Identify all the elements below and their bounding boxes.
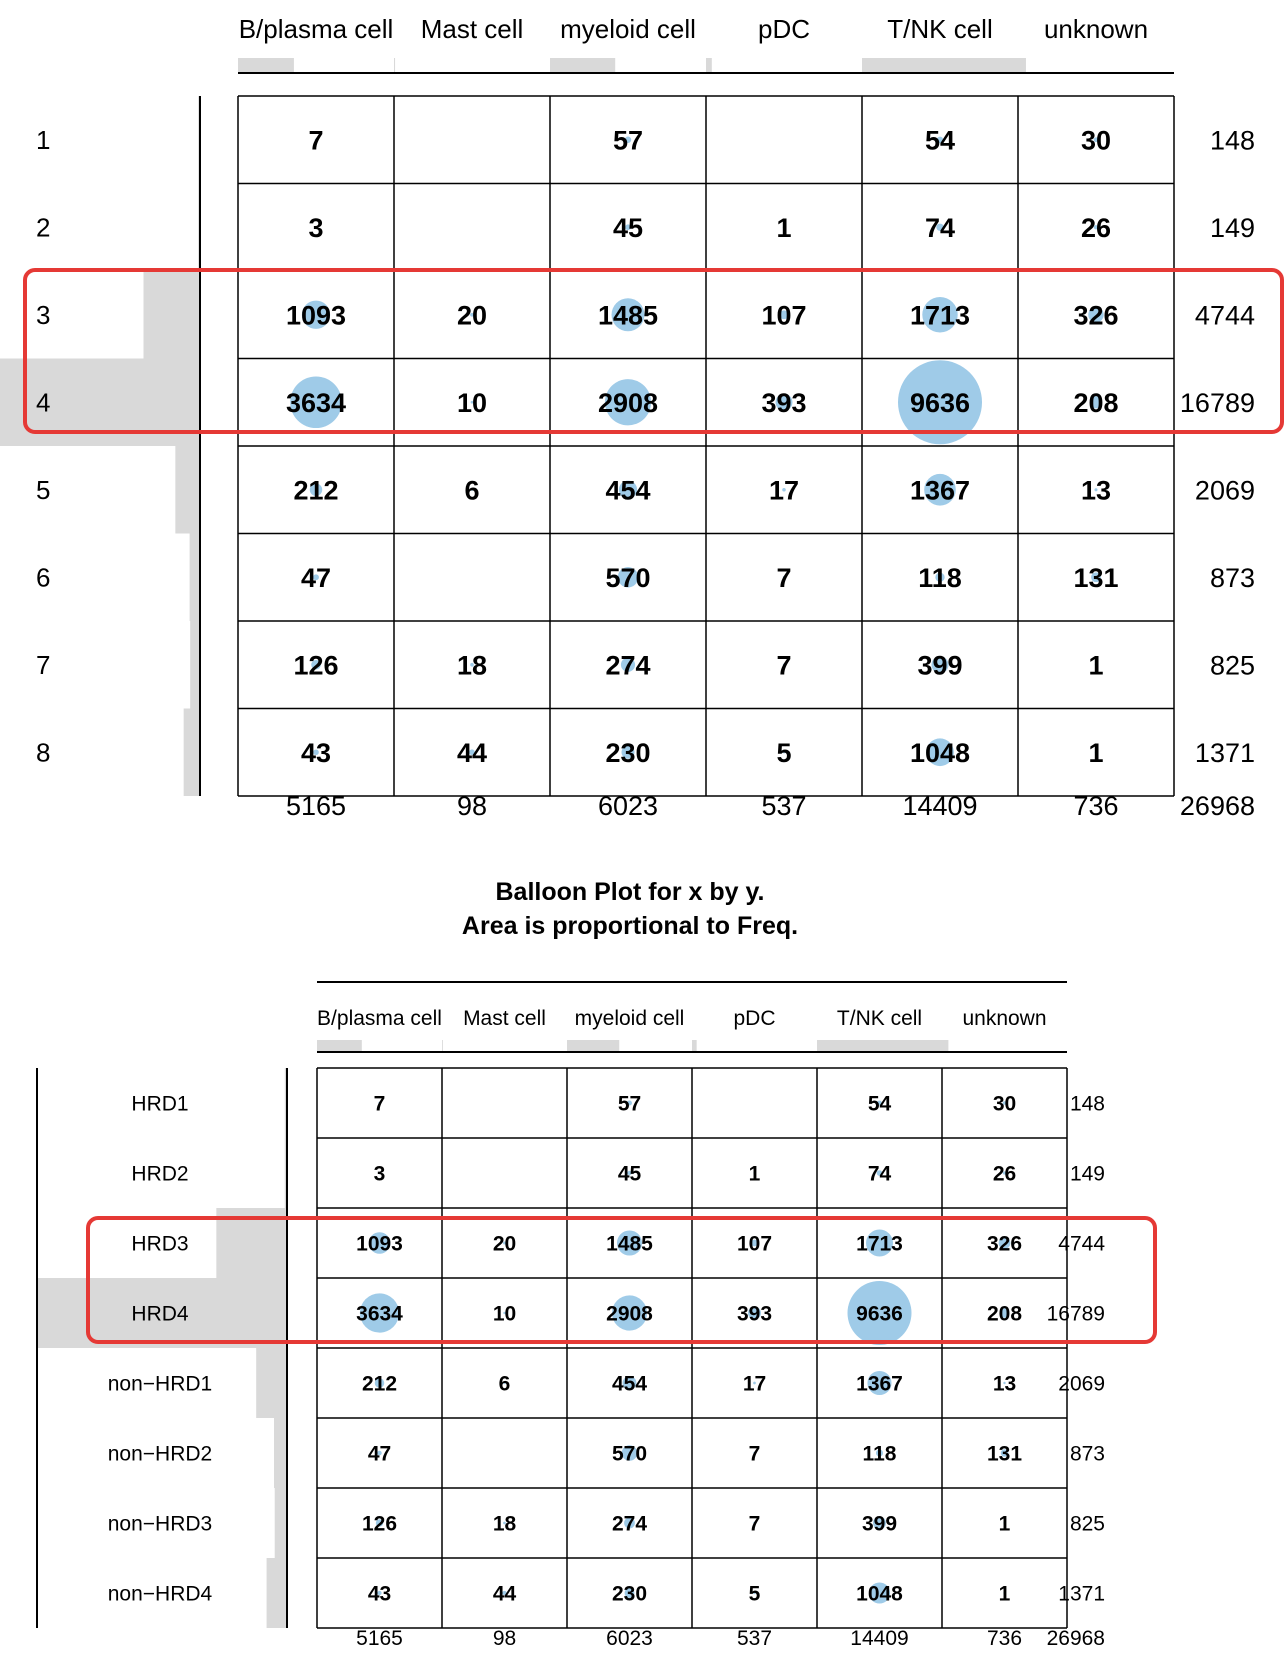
cell-value-label: 54	[867, 1092, 892, 1116]
column-total-bar	[394, 58, 395, 72]
column-total-label: 5165	[356, 1627, 403, 1650]
column-total-bar	[442, 1040, 443, 1052]
cell-value-label: 54	[924, 125, 956, 156]
cell-value-label: 1093	[356, 1232, 403, 1256]
cell-value-label: 17	[742, 1372, 767, 1396]
cell-value-label: 13	[1080, 475, 1112, 506]
column-total-label: 98	[492, 1627, 517, 1650]
cell-value-label: 43	[367, 1582, 392, 1606]
cell-value-label: 1367	[909, 475, 971, 506]
column-total-label: 6023	[606, 1627, 653, 1650]
column-total-bar	[317, 1040, 362, 1052]
cell-value-label: 10	[456, 387, 488, 418]
cell-value-label: 126	[361, 1512, 398, 1536]
column-header-unknown: unknown	[962, 1007, 1047, 1030]
row-label-8: 8	[36, 737, 51, 768]
cell-value-label: 274	[611, 1512, 648, 1536]
cell-value-label: 6	[464, 475, 480, 506]
cell-value-label: 212	[293, 475, 339, 506]
cell-value-label: 43	[300, 737, 332, 768]
row-total-label: 16789	[1179, 387, 1255, 418]
column-header-pdc: pDC	[733, 1007, 776, 1030]
row-label-non-hrd2: non−HRD2	[107, 1442, 213, 1466]
cell-value-label: 3634	[356, 1302, 403, 1326]
cell-value-label: 1367	[856, 1372, 903, 1396]
column-total-label: 6023	[597, 791, 659, 821]
row-total-label: 873	[1069, 1442, 1105, 1466]
cell-value-label: 1485	[597, 300, 659, 331]
row-total-label: 148	[1069, 1092, 1105, 1116]
row-total-label: 149	[1069, 1162, 1105, 1186]
row-label-non-hrd3: non−HRD3	[107, 1512, 213, 1536]
column-total-label: 537	[761, 791, 807, 821]
column-header-t-nk-cell: T/NK cell	[836, 1007, 923, 1030]
column-total-bar	[942, 1040, 948, 1052]
cell-value-label: 1093	[285, 300, 347, 331]
cell-value-label: 1	[998, 1582, 1011, 1606]
cell-value-label: 30	[1080, 125, 1112, 156]
row-total-bar	[184, 709, 200, 797]
cell-value-label: 326	[986, 1232, 1023, 1256]
cell-value-label: 9636	[856, 1302, 903, 1326]
column-header-myeloid-cell: myeloid cell	[560, 14, 696, 44]
cell-value-label: 57	[612, 125, 644, 156]
row-total-label: 2069	[1194, 475, 1255, 506]
cell-value-label: 44	[492, 1582, 517, 1606]
cell-value-label: 393	[761, 387, 807, 418]
column-total-label: 14409	[850, 1627, 909, 1650]
cell-value-label: 7	[373, 1092, 386, 1116]
column-total-label: 5165	[285, 791, 347, 821]
row-total-bar	[190, 621, 200, 709]
cell-value-label: 1	[1088, 737, 1104, 768]
row-label-hrd1: HRD1	[131, 1092, 189, 1116]
cell-value-label: 570	[611, 1442, 648, 1466]
cell-value-label: 1485	[606, 1232, 653, 1256]
row-label-non-hrd1: non−HRD1	[107, 1372, 213, 1396]
row-total-bar	[274, 1418, 287, 1488]
cell-value-label: 131	[1073, 562, 1119, 593]
column-header-t-nk-cell: T/NK cell	[887, 14, 993, 44]
row-total-label: 825	[1069, 1512, 1105, 1536]
cell-value-label: 7	[748, 1512, 761, 1536]
column-total-bar	[862, 58, 1018, 72]
cell-value-label: 212	[361, 1372, 398, 1396]
column-total-bar	[567, 1040, 619, 1052]
row-total-bar	[256, 1348, 287, 1418]
balloon-plot-2	[37, 982, 1155, 1650]
cell-value-label: 230	[611, 1582, 648, 1606]
row-total-bar	[267, 1558, 287, 1628]
column-header-b-plasma-cell: B/plasma cell	[238, 14, 394, 44]
cell-value-label: 399	[861, 1512, 898, 1536]
cell-value-label: 1	[776, 212, 792, 243]
cell-value-label: 44	[456, 737, 488, 768]
cell-value-label: 230	[605, 737, 651, 768]
cell-value-label: 26	[992, 1162, 1017, 1186]
cell-value-label: 208	[986, 1302, 1023, 1326]
cell-value-label: 10	[492, 1302, 517, 1326]
row-label-6: 6	[36, 562, 51, 593]
cell-value-label: 47	[300, 562, 332, 593]
cell-value-label: 1713	[856, 1232, 903, 1256]
row-total-bar	[175, 446, 200, 534]
row-total-label: 1371	[1194, 737, 1255, 768]
cell-value-label: 47	[367, 1442, 392, 1466]
row-total-label: 149	[1209, 212, 1255, 243]
cell-value-label: 7	[776, 650, 792, 681]
cell-value-label: 5	[776, 737, 792, 768]
plot-title-line-2: Area is proportional to Freq.	[461, 912, 799, 940]
cell-value-label: 393	[736, 1302, 773, 1326]
cell-value-label: 3	[373, 1162, 386, 1186]
cell-value-label: 3634	[285, 387, 347, 418]
grand-total-label: 26968	[1179, 791, 1255, 821]
cell-value-label: 26	[1080, 212, 1112, 243]
row-total-label: 2069	[1058, 1372, 1105, 1396]
cell-value-label: 1048	[856, 1582, 903, 1606]
row-total-label: 16789	[1046, 1302, 1105, 1326]
row-total-label: 1371	[1058, 1582, 1105, 1606]
cell-value-label: 118	[862, 1442, 897, 1466]
column-total-bar	[1018, 58, 1026, 72]
cell-value-label: 17	[768, 475, 800, 506]
column-header-myeloid-cell: myeloid cell	[574, 1007, 685, 1030]
cell-value-label: 274	[605, 650, 651, 681]
cell-value-label: 1	[1088, 650, 1104, 681]
cell-value-label: 7	[776, 562, 792, 593]
cell-value-label: 3	[308, 212, 324, 243]
column-header-unknown: unknown	[1043, 14, 1149, 44]
row-total-bar	[275, 1488, 287, 1558]
cell-value-label: 45	[612, 212, 644, 243]
cell-value-label: 208	[1073, 387, 1119, 418]
cell-value-label: 7	[308, 125, 324, 156]
column-total-label: 14409	[902, 791, 978, 821]
row-label-4: 4	[36, 387, 51, 418]
column-total-label: 736	[1073, 791, 1119, 821]
row-label-hrd4: HRD4	[131, 1302, 189, 1326]
row-label-5: 5	[36, 475, 51, 506]
column-total-bar	[817, 1040, 942, 1052]
cell-value-label: 107	[736, 1232, 773, 1256]
cell-value-label: 74	[924, 212, 956, 243]
row-label-hrd3: HRD3	[131, 1232, 189, 1256]
row-label-7: 7	[36, 650, 51, 681]
row-label-non-hrd4: non−HRD4	[107, 1582, 213, 1606]
column-total-label: 736	[986, 1627, 1023, 1650]
cell-value-label: 570	[605, 562, 651, 593]
cell-value-label: 7	[748, 1442, 761, 1466]
cell-value-label: 6	[498, 1372, 511, 1396]
row-total-label: 873	[1209, 562, 1255, 593]
cell-value-label: 454	[611, 1372, 648, 1396]
row-total-label: 148	[1209, 125, 1255, 156]
grand-total-label: 26968	[1046, 1627, 1105, 1650]
cell-value-label: 399	[917, 650, 963, 681]
cell-value-label: 131	[986, 1442, 1023, 1466]
row-label-3: 3	[36, 300, 51, 331]
cell-value-label: 1048	[909, 737, 971, 768]
cell-value-label: 18	[492, 1512, 517, 1536]
cell-value-label: 18	[456, 650, 488, 681]
cell-value-label: 2908	[597, 387, 659, 418]
row-total-label: 4744	[1058, 1232, 1105, 1256]
cell-value-label: 74	[867, 1162, 892, 1186]
row-total-label: 4744	[1194, 300, 1255, 331]
row-label-2: 2	[36, 212, 51, 243]
column-total-label: 537	[736, 1627, 773, 1650]
column-header-mast-cell: Mast cell	[463, 1007, 546, 1030]
column-total-label: 98	[456, 791, 488, 821]
cell-value-label: 57	[617, 1092, 642, 1116]
cell-value-label: 326	[1073, 300, 1119, 331]
column-total-bar	[706, 58, 712, 72]
row-total-bar	[143, 271, 200, 359]
column-header-pdc: pDC	[757, 14, 811, 44]
cell-value-label: 2908	[606, 1302, 653, 1326]
column-total-bar	[550, 58, 615, 72]
cell-value-label: 45	[617, 1162, 642, 1186]
column-total-bar	[238, 58, 294, 72]
cell-value-label: 5	[748, 1582, 761, 1606]
row-label-1: 1	[36, 125, 51, 156]
cell-value-label: 13	[992, 1372, 1017, 1396]
cell-value-label: 107	[761, 300, 807, 331]
row-total-label: 825	[1209, 650, 1255, 681]
balloon-plot-1	[0, 14, 1282, 821]
cell-value-label: 30	[992, 1092, 1017, 1116]
cell-value-label: 126	[293, 650, 339, 681]
cell-value-label: 118	[918, 562, 962, 593]
column-total-bar	[692, 1040, 697, 1052]
column-header-mast-cell: Mast cell	[420, 14, 524, 44]
cell-value-label: 20	[456, 300, 488, 331]
cell-value-label: 454	[605, 475, 651, 506]
column-header-b-plasma-cell: B/plasma cell	[317, 1007, 442, 1030]
cell-value-label: 20	[492, 1232, 517, 1256]
cell-value-label: 1713	[909, 300, 971, 331]
plot-title-line-1: Balloon Plot for x by y.	[495, 878, 765, 906]
row-label-hrd2: HRD2	[131, 1162, 189, 1186]
row-total-bar	[190, 534, 200, 622]
cell-value-label: 1	[998, 1512, 1011, 1536]
cell-value-label: 9636	[909, 387, 971, 418]
cell-value-label: 1	[748, 1162, 761, 1186]
